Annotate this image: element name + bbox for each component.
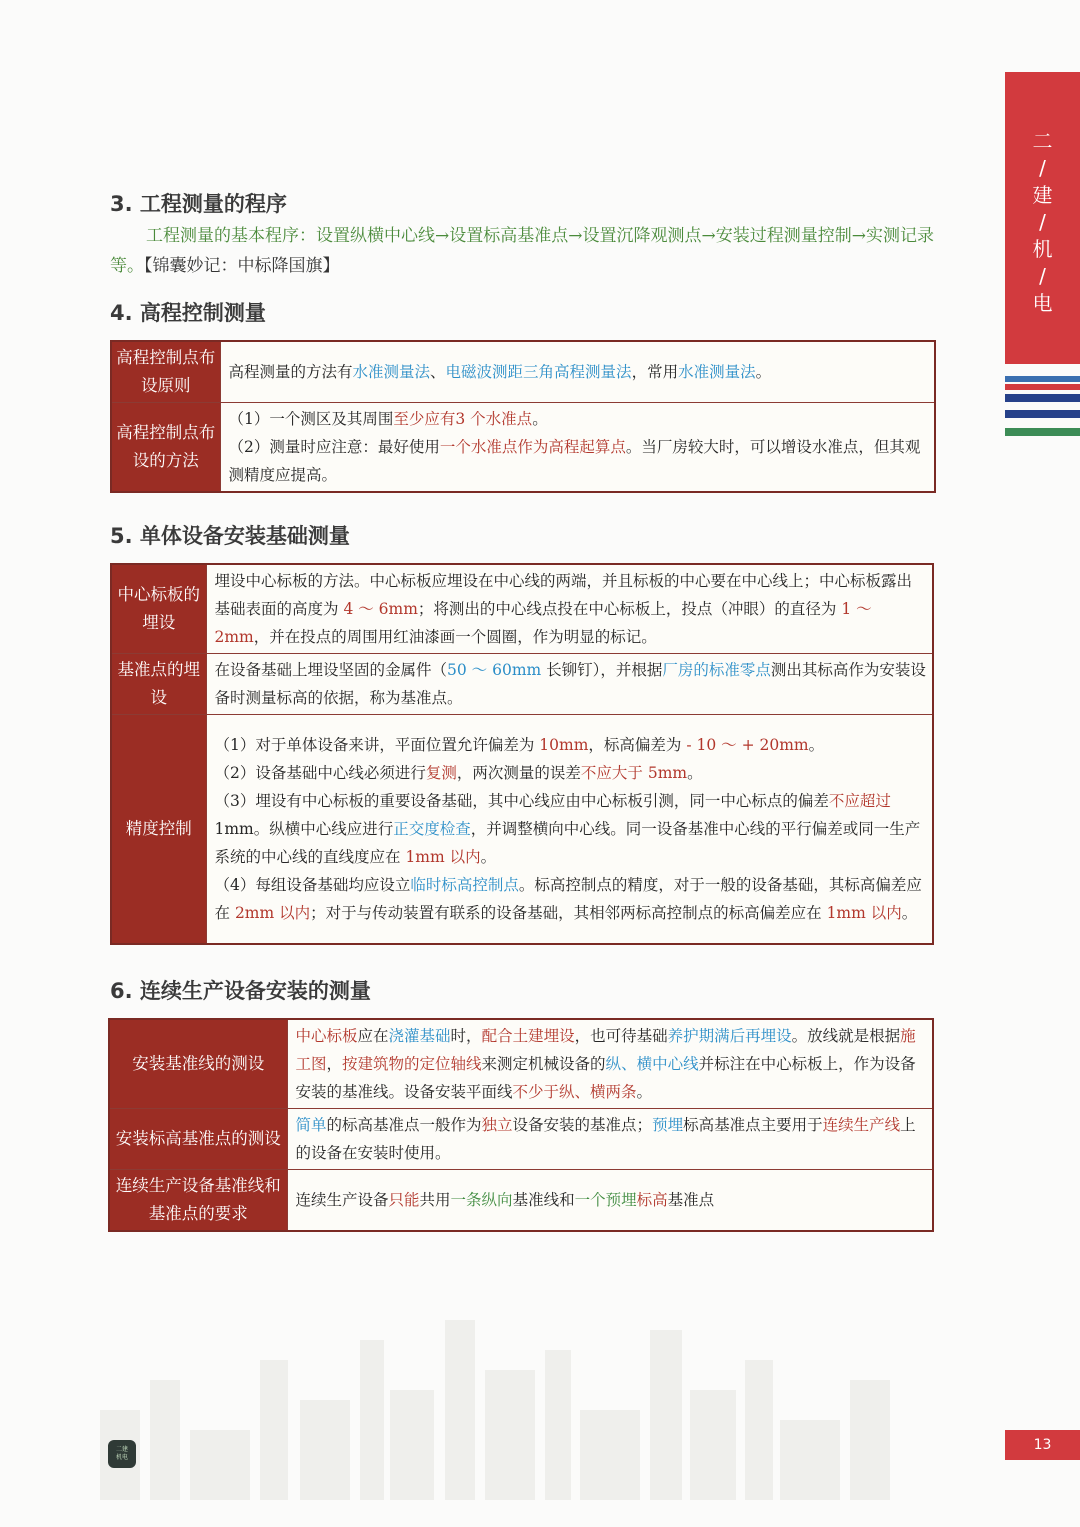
row-content: 连续生产设备只能共用一条纵向基准线和一个预埋标高基准点 <box>287 1170 933 1232</box>
table-row <box>111 564 933 654</box>
page-number: 13 <box>1005 1430 1080 1460</box>
row-label: 高程控制点布设的方法 <box>111 403 220 493</box>
table-row <box>111 715 933 945</box>
chapter-tab-char: / <box>1039 156 1046 180</box>
row-content: （1）对于单体设备来讲，平面位置允许偏差为 10mm，标高偏差为 - 10 ～ + 20mm。 （2）设备基础中心线必须进行复测，两次测量的误差不应大于 5mm。 （3）埋设有中心标板的重要设备基础，其中心线应由中心标板引测，同一中心标点的偏差不应超过 1mm。纵横中心线应进行正交度检查，并调整横向中心线。同一设备基准中心线的平行偏差或同一生产系统的中心线的直线度应在 1mm 以内。 （4）每组设备基础均应设立临时标高控制点。标高控制点的精度，对于一般的设备基础，其标高偏差应在 2mm 以内；对于与传动装置有联系的设备基础，其相邻两标高控制点的标高偏差应在 1mm 以内。 <box>206 715 933 945</box>
decor-stripe-2 <box>1005 384 1080 390</box>
section-6-table <box>108 1018 934 1232</box>
row-label: 高程控制点布设原则 <box>111 341 220 403</box>
section-4-table <box>110 340 936 493</box>
row-content: 在设备基础上埋设坚固的金属件（50 ～ 60mm 长铆钉），并根据厂房的标准零点测出其标高作为安装设备时测量标高的依据，称为基准点。 <box>206 654 933 715</box>
table-row <box>109 1170 933 1232</box>
decor-stripe-5 <box>1005 428 1080 436</box>
row-label: 安装标高基准点的测设 <box>109 1109 287 1170</box>
row-label: 连续生产设备基准线和基准点的要求 <box>109 1170 287 1232</box>
table-row <box>109 1109 933 1170</box>
row-label: 中心标板的埋设 <box>111 564 206 654</box>
row-content: 简单的标高基准点一般作为独立设备安装的基准点；预埋标高基准点主要用于连续生产线上的设备在安装时使用。 <box>287 1109 933 1170</box>
decor-stripe-4 <box>1005 410 1080 418</box>
table-row <box>111 403 935 493</box>
section-5-table <box>110 563 934 945</box>
section-3-paragraph <box>110 221 940 281</box>
chapter-tab-char: 二 <box>1032 129 1053 153</box>
row-content: 高程测量的方法有水准测量法、电磁波测距三角高程测量法，常用水准测量法。 <box>220 341 935 403</box>
chapter-tab-char: 机 <box>1032 237 1053 261</box>
row-label: 基准点的埋设 <box>111 654 206 715</box>
row-content: （1）一个测区及其周围至少应有3 个水准点。 （2）测量时应注意：最好使用一个水准点作为高程起算点。当厂房较大时，可以增设水准点，但其观测精度应提高。 <box>220 403 935 493</box>
chapter-tab-char: 电 <box>1032 291 1053 315</box>
decor-stripe-1 <box>1005 376 1080 382</box>
chapter-tab <box>1005 72 1080 364</box>
section-5-heading: 5. 单体设备安装基础测量 <box>110 524 350 548</box>
row-content: 中心标板应在浇灌基础时，配合土建埋设，也可待基础养护期满后再埋设。放线就是根据施工图，按建筑物的定位轴线来测定机械设备的纵、横中心线并标注在中心标板上，作为设备安装的基准线。设备安装平面线不少于纵、横两条。 <box>287 1019 933 1109</box>
row-label: 安装基准线的测设 <box>109 1019 287 1109</box>
decor-stripe-3 <box>1005 394 1080 402</box>
section-6-heading: 6. 连续生产设备安装的测量 <box>110 979 371 1003</box>
table-row <box>109 1019 933 1109</box>
section-3-heading: 3. 工程测量的程序 <box>110 192 287 216</box>
chapter-tab-char: / <box>1039 264 1046 288</box>
chapter-tab-char: / <box>1039 210 1046 234</box>
section-4-heading: 4. 高程控制测量 <box>110 301 266 325</box>
skyline-watermark <box>90 1300 910 1500</box>
row-label: 精度控制 <box>111 715 206 945</box>
chapter-tab-char: 建 <box>1032 183 1053 207</box>
row-content: 埋设中心标板的方法。中心标板应埋设在中心线的两端，并且标板的中心要在中心线上；中心标板露出基础表面的高度为 4 ～ 6mm；将测出的中心线点投在中心标板上，投点（冲眼）的直径为 1 ～ 2mm，并在投点的周围用红油漆画一个圆圈，作为明显的标记。 <box>206 564 933 654</box>
section-3-mnemonic: 【锦囊妙记：中标降国旗】 <box>144 256 340 276</box>
section-3-body: 工程测量的基本程序：设置纵横中心线→设置标高基准点→设置沉降观测点→安装过程测量控制→实测记录等。 <box>110 226 934 276</box>
publisher-logo: 二建 机电 <box>108 1440 136 1468</box>
table-row <box>111 341 935 403</box>
table-row <box>111 654 933 715</box>
